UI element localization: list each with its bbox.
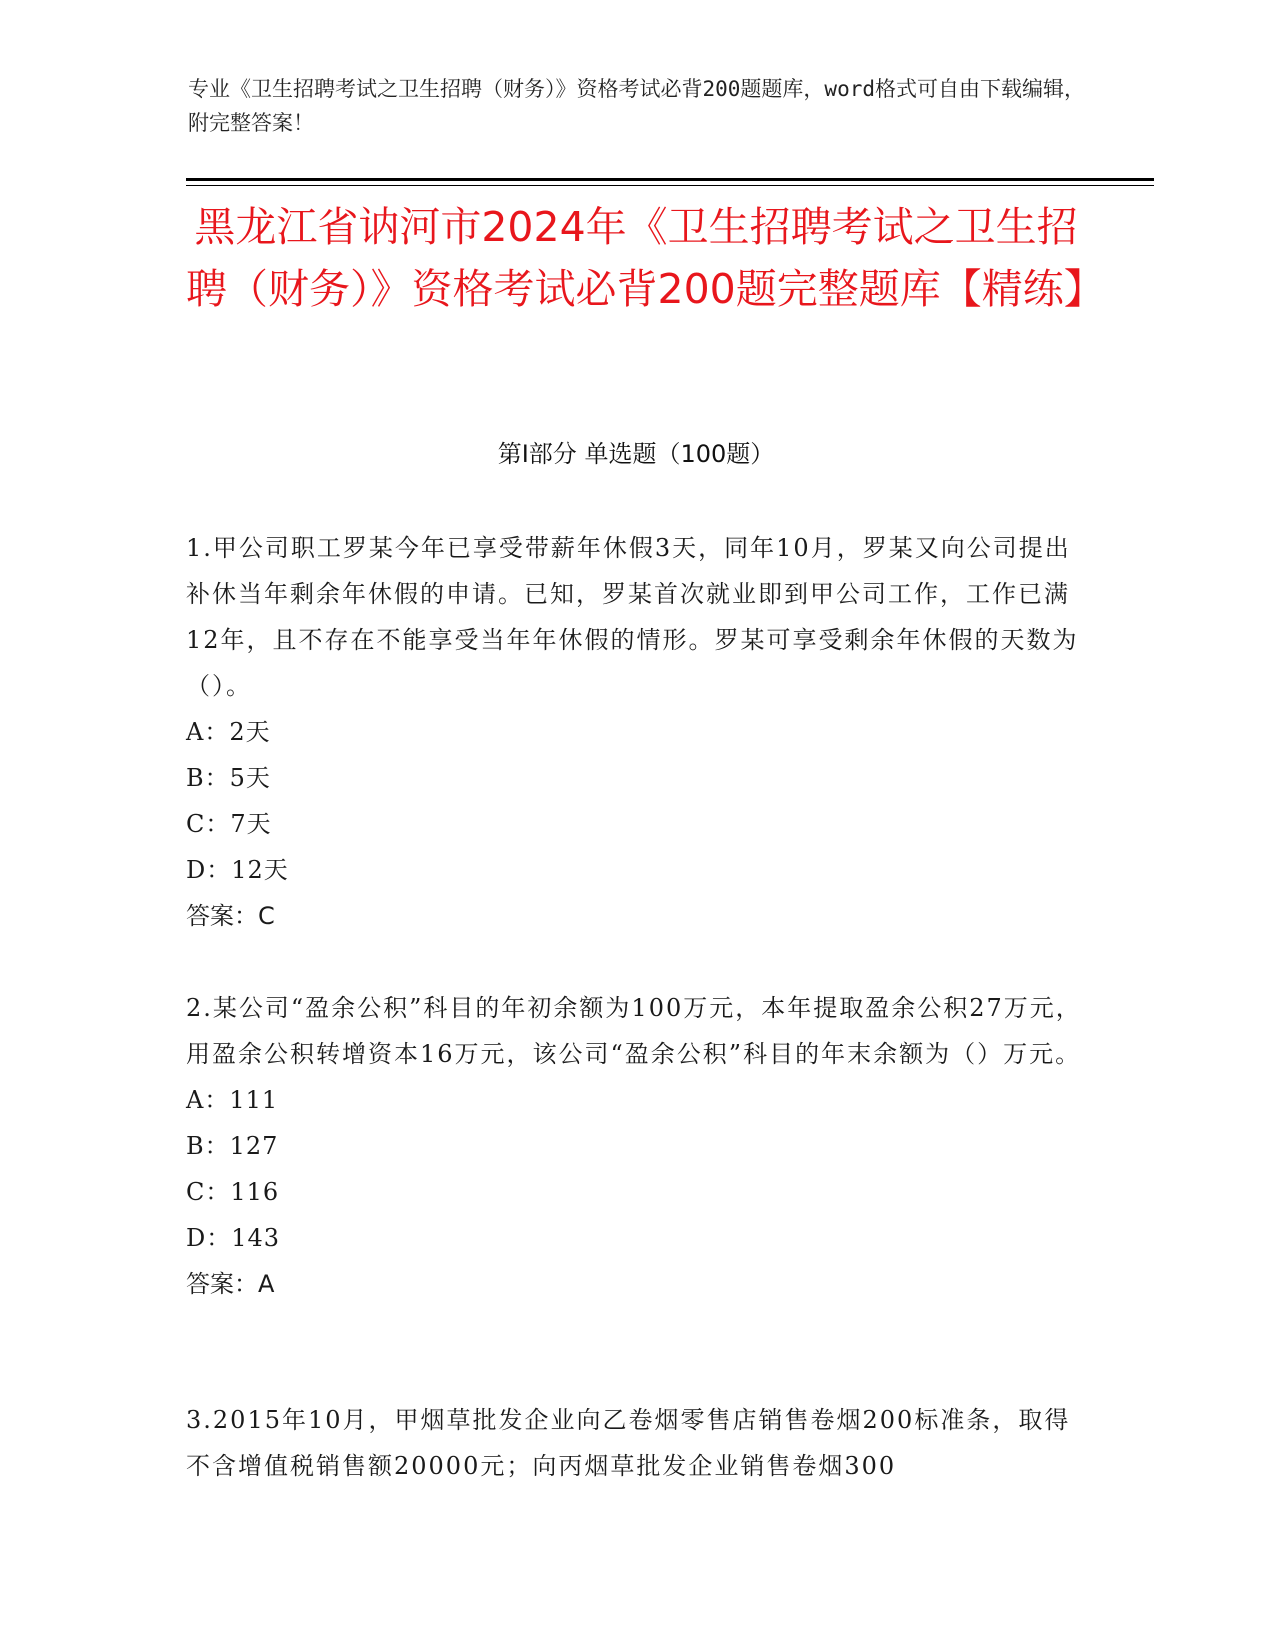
header-divider-thin <box>186 185 1154 186</box>
option-b: B：127 <box>186 1132 279 1160</box>
option-c: C：116 <box>186 1178 280 1206</box>
question-1 <box>186 525 1086 939</box>
section-heading: 第I部分 单选题（100题） <box>497 440 775 468</box>
question-stem: 3.2015年10月，甲烟草批发企业向乙卷烟零售店销售卷烟200标准条，取得不含增值税销售额20000元；向丙烟草批发企业销售卷烟300 <box>186 1406 1071 1480</box>
option-a: A：2天 <box>186 718 271 746</box>
question-2 <box>186 985 1086 1307</box>
option-a: A：111 <box>186 1086 279 1114</box>
option-d: D：12天 <box>186 856 289 884</box>
question-3 <box>186 1397 1086 1489</box>
answer-line: 答案：A <box>186 1270 275 1298</box>
question-stem: 1.甲公司职工罗某今年已享受带薪年休假3天，同年10月，罗某又向公司提出补休当年剩余年休假的申请。已知，罗某首次就业即到甲公司工作，工作已满12年，且不存在不能享受当年年休假的情形。罗某可享受剩余年休假的天数为（）。 <box>186 534 1079 700</box>
answer-line: 答案：C <box>186 902 275 930</box>
header-note: 专业《卫生招聘考试之卫生招聘（财务）》资格考试必背200题题库，word格式可自由下载编辑，附完整答案！ <box>188 77 1085 135</box>
option-d: D：143 <box>186 1224 281 1252</box>
option-c: C：7天 <box>186 810 272 838</box>
option-b: B：5天 <box>186 764 271 792</box>
document-title: 黑龙江省讷河市2024年《卫生招聘考试之卫生招聘（财务）》资格考试必背200题完整题库【精练】 <box>186 203 1105 313</box>
question-stem: 2.某公司“盈余公积”科目的年初余额为100万元，本年提取盈余公积27万元，用盈余公积转增资本16万元，该公司“盈余公积”科目的年末余额为（）万元。 <box>186 994 1082 1068</box>
header-divider-thick <box>186 178 1154 181</box>
